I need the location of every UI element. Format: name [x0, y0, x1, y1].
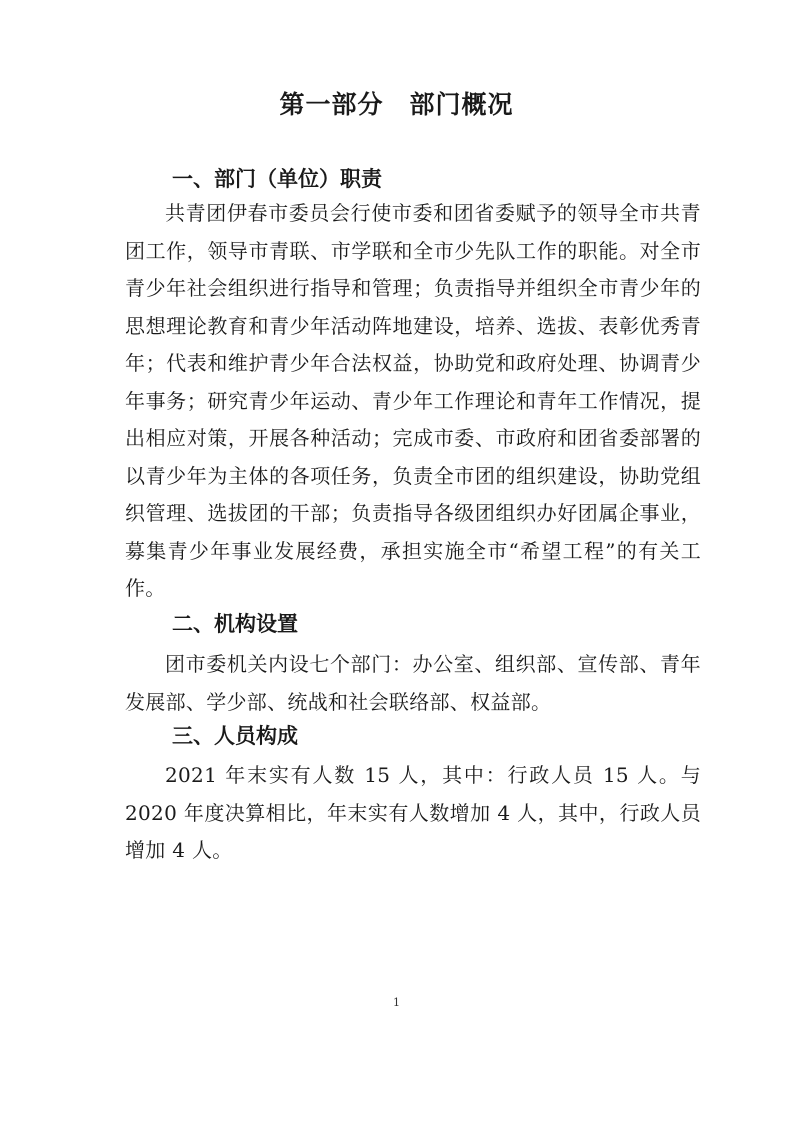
section-body-duties: 共青团伊春市委员会行使市委和团省委赋予的领导全市共青团工作，领导市青联、市学联和全市少先队工作的职能。对全市青少年社会组织进行指导和管理；负责指导并组织全市青少年的思想理论教育和青少年活动阵地建设，培养、选拔、表彰优秀青年；代表和维护青少年合法权益，协助党和政府处理、协调青少年事务；研究青少年运动、青少年工作理论和青年工作情况，提出相应对策，开展各种活动；完成市委、市政府和团省委部署的以青少年为主体的各项任务，负责全市团的组织建设，协助党组织管理、选拔团的干部；负责指导各级团组织办好团属企事业，募集青少年事业发展经费，承担实施全市“希望工程”的有关工作。 [125, 201, 701, 600]
page-number: 1 [393, 996, 400, 1009]
section-body-personnel: 2021 年末实有人数 15 人，其中：行政人员 15 人。与 2020 年度决算相比，年末实有人数增加 4 人，其中，行政人员增加 4 人。 [125, 763, 701, 862]
section-heading-personnel: 三、人员构成 [172, 724, 298, 748]
section-heading-organization: 二、机构设置 [172, 612, 298, 636]
section-heading-duties: 一、部门（单位）职责 [172, 167, 382, 191]
page-title: 第一部分 部门概况 [279, 90, 514, 119]
section-body-organization: 团市委机关内设七个部门：办公室、组织部、宣传部、青年发展部、学少部、统战和社会联络部、权益部。 [125, 652, 701, 714]
